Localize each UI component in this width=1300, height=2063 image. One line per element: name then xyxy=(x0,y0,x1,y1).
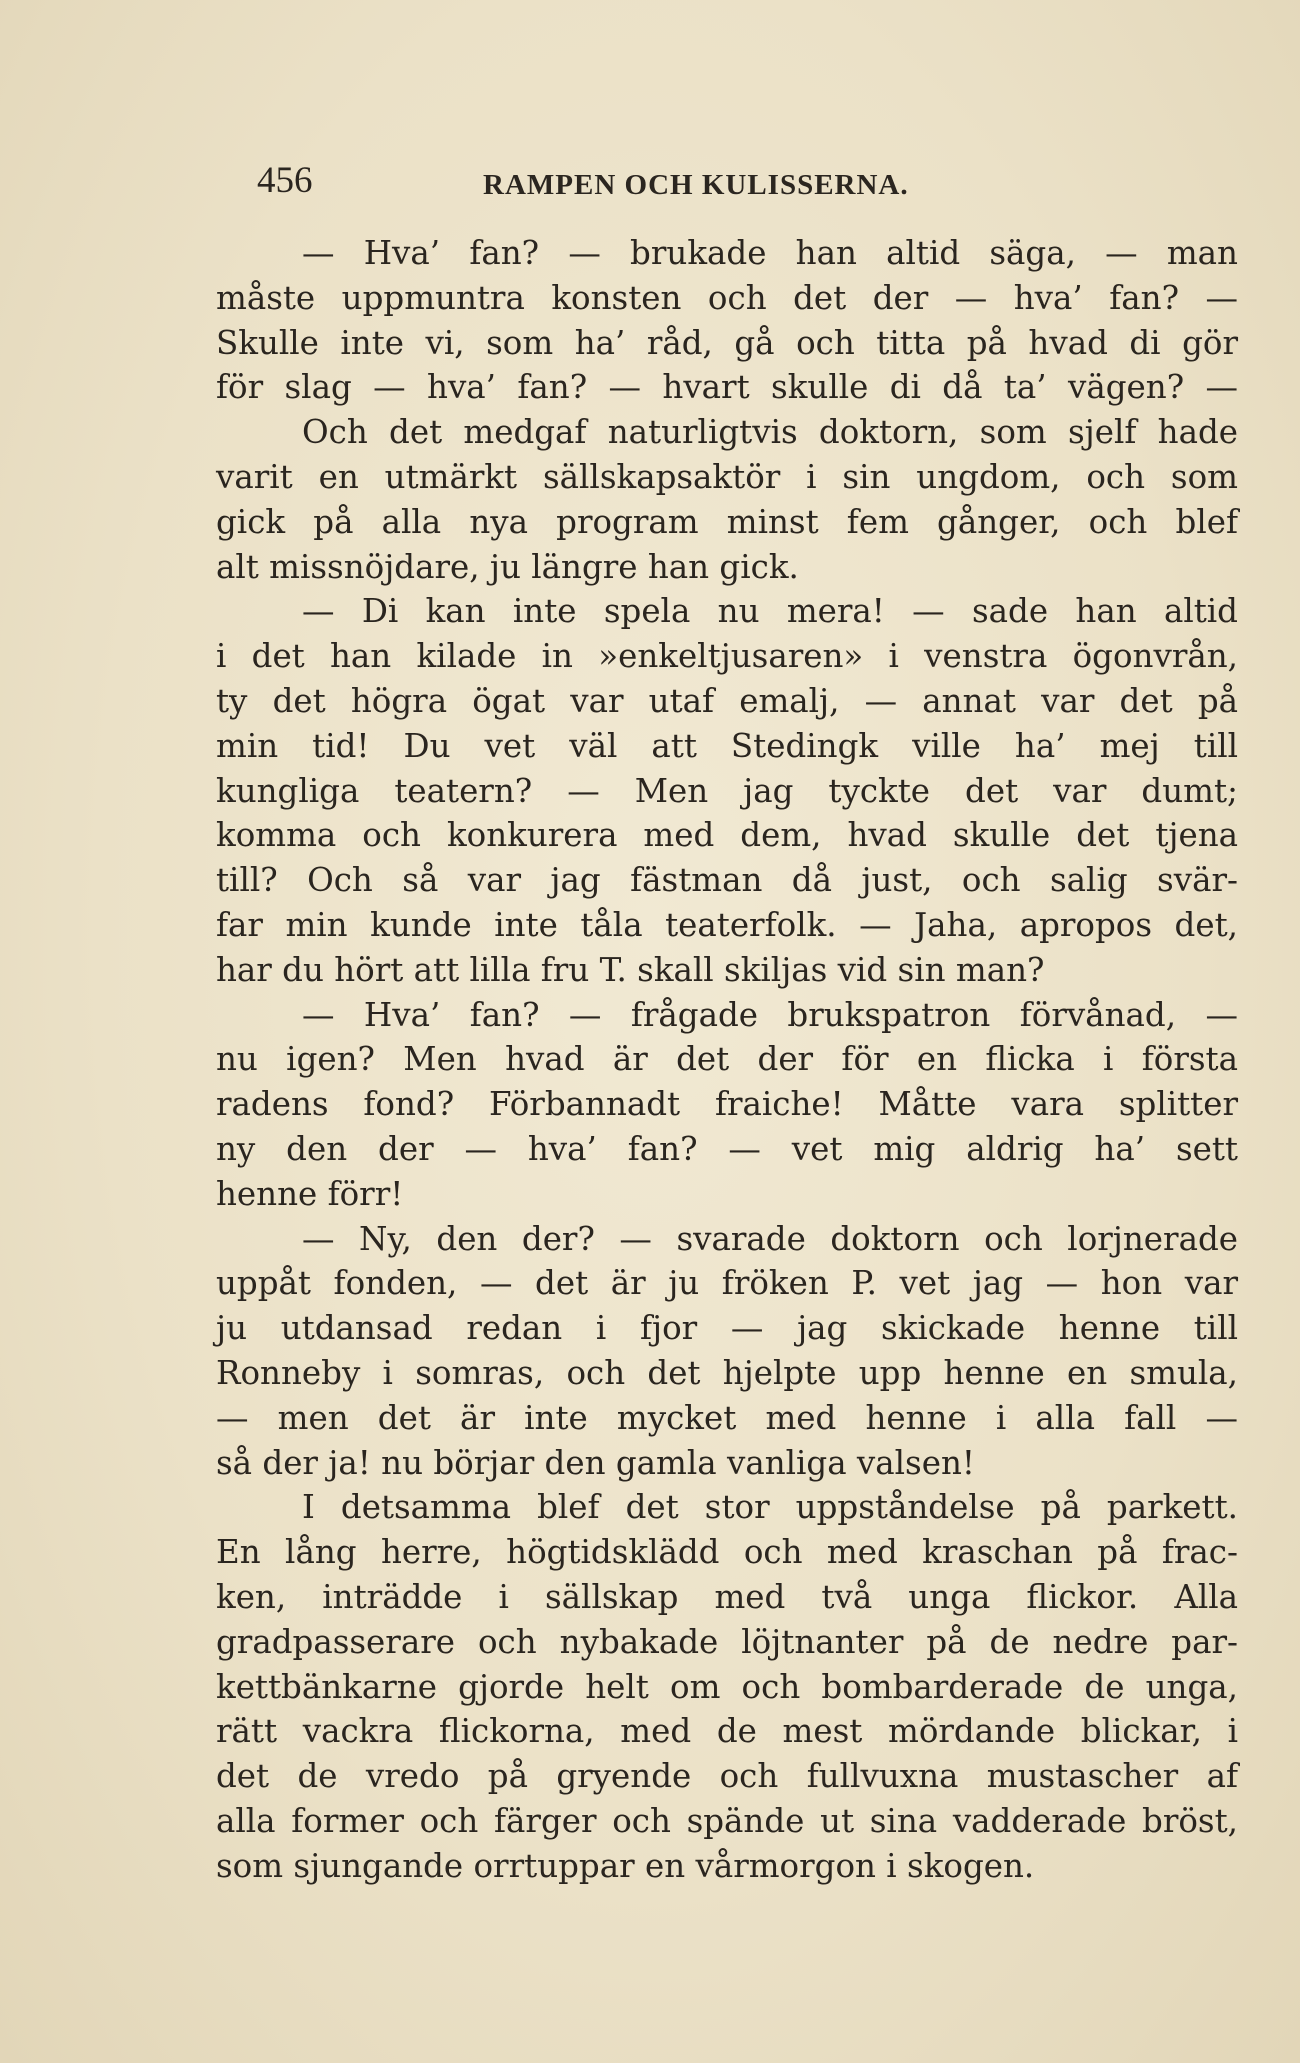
text-line: min tid! Du vet väl att Stedingk ville ha’ mej till xyxy=(216,726,1238,765)
text-line: för slag — hva’ fan? — hvart skulle di då ta’ vägen? — xyxy=(216,368,1238,407)
text-line: kungliga teatern? — Men jag tyckte det var dumt; xyxy=(216,771,1238,810)
text-line: uppåt fonden, — det är ju fröken P. vet jag — hon var xyxy=(216,1264,1238,1303)
text-line: ty det högra ögat var utaf emalj, — annat var det på xyxy=(216,681,1238,720)
text-line: till? Och så var jag fästman då just, och salig svär- xyxy=(216,861,1238,900)
page-number: 456 xyxy=(257,160,313,201)
text-line: — Hva’ fan? — frågade brukspatron förvånad, — xyxy=(302,995,1238,1034)
text-line: Och det medgaf naturligtvis doktorn, som sjelf hade xyxy=(302,413,1238,452)
text-line: kettbänkarne gjorde helt om och bombarderade de unga, xyxy=(216,1667,1238,1706)
text-line: gick på alla nya program minst fem gånger, och blef xyxy=(216,502,1238,541)
text-line: ju utdansad redan i fjor — jag skickade henne till xyxy=(216,1309,1238,1348)
text-line: henne förr! xyxy=(216,1174,404,1213)
text-line: har du hört att lilla fru T. skall skiljas vid sin man? xyxy=(216,950,1045,989)
text-line: ny den der — hva’ fan? — vet mig aldrig ha’ sett xyxy=(216,1129,1238,1168)
text-line: — Ny, den der? — svarade doktorn och lorjnerade xyxy=(302,1219,1238,1258)
text-line: nu igen? Men hvad är det der för en flicka i första xyxy=(216,1040,1238,1079)
text-line: som sjungande orrtuppar en vårmorgon i skogen. xyxy=(216,1846,1035,1885)
text-line: måste uppmuntra konsten och det der — hva’ fan? — xyxy=(216,278,1238,317)
text-line: I detsamma blef det stor uppståndelse på parkett. xyxy=(302,1488,1238,1527)
text-line: far min kunde inte tåla teaterfolk. — Jaha, apropos det, xyxy=(216,905,1238,944)
text-line: Skulle inte vi, som ha’ råd, gå och titta på hvad di gör xyxy=(216,323,1238,362)
text-line: Ronneby i somras, och det hjelpte upp henne en smula, xyxy=(216,1353,1238,1392)
text-line: rätt vackra flickorna, med de mest mördande blickar, i xyxy=(216,1712,1238,1751)
text-line: alla former och färger och spände ut sina vadderade bröst, xyxy=(216,1801,1238,1840)
text-line: varit en utmärkt sällskapsaktör i sin ungdom, och som xyxy=(216,457,1238,496)
text-line: — men det är inte mycket med henne i alla fall — xyxy=(216,1398,1238,1437)
body-text xyxy=(216,231,1238,1888)
text-line: ken, inträdde i sällskap med två unga flickor. Alla xyxy=(216,1577,1238,1616)
text-line: gradpasserare och nybakade löjtnanter på de nedre par- xyxy=(216,1622,1238,1661)
text-line: så der ja! nu börjar den gamla vanliga valsen! xyxy=(216,1443,975,1482)
text-line: det de vredo på gryende och fullvuxna mustascher af xyxy=(216,1757,1238,1796)
text-line: komma och konkurera med dem, hvad skulle det tjena xyxy=(216,816,1238,855)
text-line: i det han kilade in »enkeltjusaren» i venstra ögonvrån, xyxy=(216,637,1238,676)
text-line: En lång herre, högtidsklädd och med kraschan på frac- xyxy=(216,1533,1238,1572)
text-line: — Hva’ fan? — brukade han altid säga, — man xyxy=(302,234,1238,272)
text-line: radens fond? Förbannadt fraiche! Måtte vara splitter xyxy=(216,1085,1238,1124)
running-title: RAMPEN OCH KULISSERNA. xyxy=(483,169,909,201)
text-line: alt missnöjdare, ju längre han gick. xyxy=(216,547,799,586)
text-line: — Di kan inte spela nu mera! — sade han altid xyxy=(302,592,1238,631)
page-header xyxy=(0,156,1300,206)
